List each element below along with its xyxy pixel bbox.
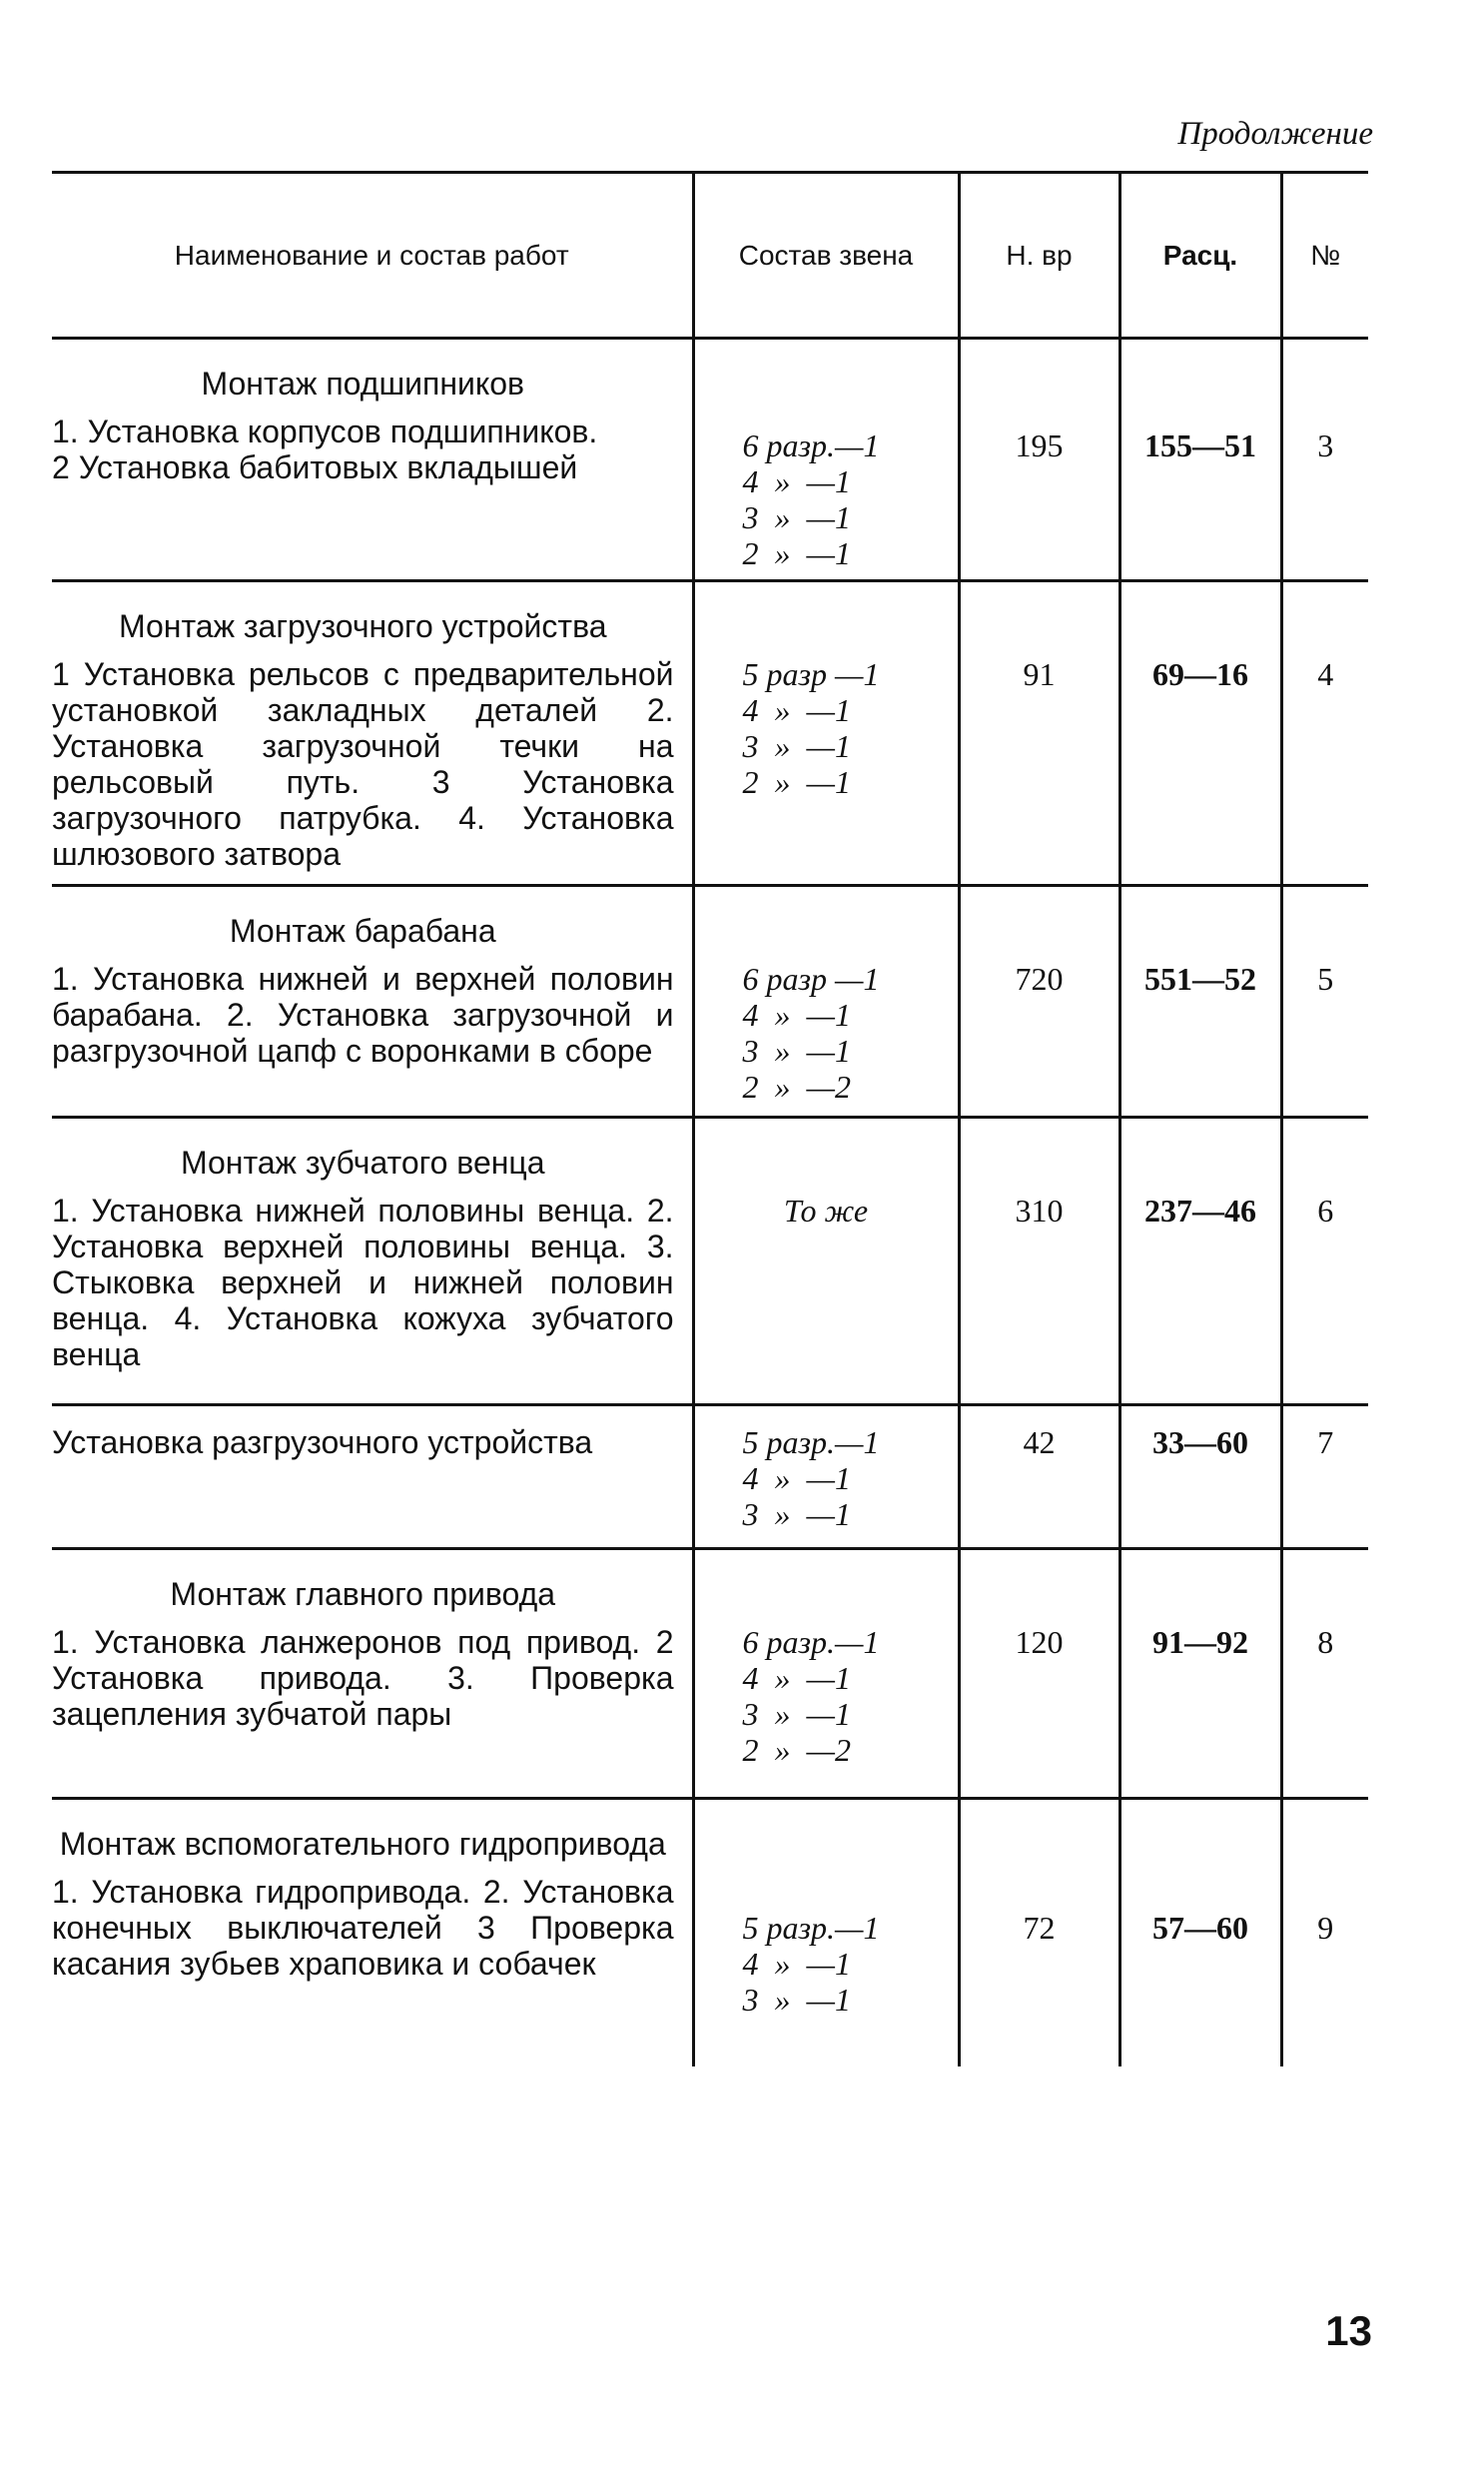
crew-composition — [693, 1118, 959, 1405]
section-text — [52, 413, 674, 485]
norm-time-value: 120 — [959, 1549, 1119, 1799]
work-description — [52, 581, 693, 886]
crew-line: 4 » —1 — [742, 1460, 851, 1496]
section-title: Монтаж вспомогательного гидропривода — [59, 1826, 666, 1862]
crew-line: 5 разр.—1 — [742, 1910, 880, 1946]
header-number: № — [1281, 173, 1368, 339]
crew-composition — [693, 1405, 959, 1549]
table-row — [52, 581, 1368, 886]
work-description — [52, 886, 693, 1118]
work-description — [52, 1549, 693, 1799]
header-rate: Расц. — [1119, 173, 1281, 339]
crew-line: 4 » —1 — [742, 1660, 851, 1696]
continuation-label: Продолжение — [1177, 116, 1373, 152]
header-crew: Состав звена — [693, 173, 959, 339]
crew-line: 2 » —1 — [742, 764, 851, 800]
page-number: 13 — [1325, 2307, 1372, 2354]
norm-time-value: 310 — [959, 1118, 1119, 1405]
crew-line: 3 » —1 — [742, 1696, 851, 1732]
crew-composition — [693, 886, 959, 1118]
crew-composition — [693, 339, 959, 581]
crew-line: 6 разр.—1 — [742, 1624, 880, 1660]
item-number: 6 — [1281, 1118, 1368, 1405]
item-number: 7 — [1281, 1405, 1368, 1549]
crew-line: 5 разр.—1 — [742, 1424, 880, 1460]
rate-value: 237—46 — [1119, 1118, 1281, 1405]
norm-time-value: 42 — [959, 1405, 1119, 1549]
norm-time-value: 195 — [959, 339, 1119, 581]
norm-time-value: 91 — [959, 581, 1119, 886]
crew-composition — [693, 1799, 959, 2066]
crew-line: 4 » —1 — [742, 463, 851, 499]
crew-line: 4 » —1 — [742, 692, 851, 728]
section-text: 1. Установка гидропривода. 2. Установка конечных выключателей 3 Проверка касания зубьев храповика и собачек — [52, 1874, 674, 1982]
rate-value: 91—92 — [1119, 1549, 1281, 1799]
crew-line: 3 » —1 — [742, 728, 851, 764]
crew-line: 2 » —2 — [742, 1069, 851, 1105]
crew-line: 6 разр.—1 — [742, 427, 880, 463]
table-row — [52, 886, 1368, 1118]
crew-composition — [693, 581, 959, 886]
crew-line: 4 » —1 — [742, 997, 851, 1033]
item-number: 8 — [1281, 1549, 1368, 1799]
rate-value: 155—51 — [1119, 339, 1281, 581]
table-row — [52, 1118, 1368, 1405]
crew-line: 6 разр —1 — [742, 961, 880, 997]
work-description — [52, 1118, 693, 1405]
section-title: Монтаж зубчатого венца — [180, 1145, 545, 1181]
item-number: 5 — [1281, 886, 1368, 1118]
section-text: 1 Установка рельсов с предварительной установкой закладных деталей 2. Установка загрузочной течки на рельсовый путь. 3 Установка загрузочного патрубка. 4. Установка шлюзового затвора — [52, 656, 674, 872]
crew-line: 3 » —1 — [742, 1033, 851, 1069]
table-row — [52, 1549, 1368, 1799]
crew-line: 5 разр —1 — [742, 656, 880, 692]
section-text-line: 1. Установка корпусов подшипников. — [52, 413, 598, 449]
norm-time-value: 72 — [959, 1799, 1119, 2066]
table-row — [52, 339, 1368, 581]
section-title: Монтаж барабана — [229, 913, 496, 949]
work-description — [52, 1405, 693, 1549]
crew-line: 2 » —2 — [742, 1732, 851, 1768]
work-norms-table — [52, 171, 1368, 2066]
work-description — [52, 1799, 693, 2066]
rate-value: 69—16 — [1119, 581, 1281, 886]
section-text-line: 2 Установка бабитовых вкладышей — [52, 449, 578, 485]
rate-value: 551—52 — [1119, 886, 1281, 1118]
crew-composition — [693, 1549, 959, 1799]
header-work-name: Наименование и состав работ — [52, 173, 693, 339]
work-description — [52, 339, 693, 581]
item-number: 9 — [1281, 1799, 1368, 2066]
item-number: 4 — [1281, 581, 1368, 886]
same-as-above: То же — [783, 1193, 869, 1229]
section-text: 1. Установка нижней половины венца. 2. Установка верхней половины венца. 3. Стыковка верхней и нижней половин венца. 4. Установка кожуха зубчатого венца — [52, 1193, 674, 1372]
section-title: Монтаж загрузочного устройства — [118, 608, 607, 644]
crew-line: 2 » —1 — [742, 535, 851, 571]
crew-line: 3 » —1 — [742, 1496, 851, 1532]
section-text: Установка разгрузочного устройства — [52, 1424, 593, 1460]
crew-line: 3 » —1 — [742, 499, 851, 535]
section-text: 1. Установка нижней и верхней половин барабана. 2. Установка загрузочной и разгрузочной цапф с воронками в сборе — [52, 961, 674, 1069]
section-title: Монтаж главного привода — [170, 1576, 556, 1612]
section-title: Монтаж подшипников — [201, 366, 525, 402]
crew-line: 3 » —1 — [742, 1982, 851, 2018]
rate-value: 57—60 — [1119, 1799, 1281, 2066]
crew-line: 4 » —1 — [742, 1946, 851, 1982]
table-header-row — [52, 173, 1368, 339]
section-text: 1. Установка ланжеронов под привод. 2 Установка привода. 3. Проверка зацепления зубчатой пары — [52, 1624, 674, 1732]
item-number: 3 — [1281, 339, 1368, 581]
norm-time-value: 720 — [959, 886, 1119, 1118]
rate-value: 33—60 — [1119, 1405, 1281, 1549]
table-row — [52, 1799, 1368, 2066]
table-row — [52, 1405, 1368, 1549]
header-norm-time: Н. вр — [959, 173, 1119, 339]
